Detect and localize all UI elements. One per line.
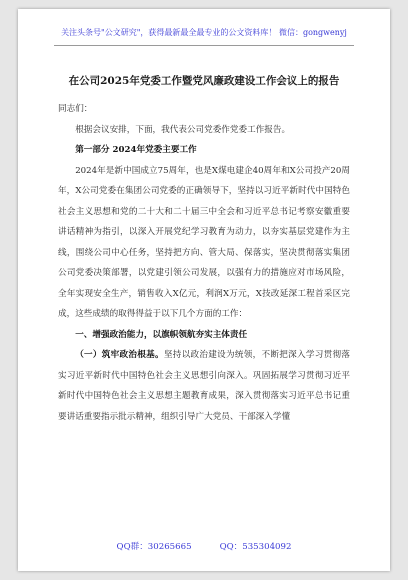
document-page — [18, 9, 390, 571]
document-title: 在公司2025年党委工作暨党风廉政建设工作会议上的报告 — [68, 75, 340, 87]
body-paragraph: 2024年是新中国成立75周年，也是X煤电建企40周年和X公司投产20周年，X公司党委在集团公司党委的正确领导下，坚持以习近平新时代中国特色社会主义思想和党的二十大和二十届三中全会和习近平总书记考察安徽重要讲话精神为指引，以深入开展党纪学习教育为动力，以夯实基层党建作为主线，围绕公司中心任务，坚持把方向、管大局、保落实，坚决贯彻落实集团公司党委决策部署，以党建引领公司发展，以强有力的措施应对市场风险，全年实现安全生产，销售收入X亿元，利润X万元，X技改延深工程首采区完成，这些成绩的取得得益于以下几个方面的工作： — [58, 165, 350, 319]
section1-heading: 一、增强政治能力，以旗帜领航夯实主体责任 — [75, 329, 248, 340]
header-banner: 关注头条号"公文研究"，获得最新最全最专业的公文资料库！ 微信：gongwenyj — [61, 28, 347, 37]
part1-heading: 第一部分 2024年党委主要工作 — [75, 145, 197, 155]
subsection1-label: （一）筑牢政治根基。 — [75, 350, 164, 360]
intro-paragraph: 根据会议安排，下面，我代表公司党委作党委工作报告。 — [75, 124, 291, 135]
footer-qq-group: QQ群：30265665 — [116, 542, 192, 552]
subsection1-paragraph — [58, 345, 350, 427]
document-body — [58, 99, 350, 427]
subsection1-text: 坚持以政治建设为统领，不断把深入学习贯彻落实习近平新时代中国特色社会主义思想引向深入。巩固拓展学习贯彻习近平新时代中国特色社会主义思想主题教育成果，深入贯彻落实习近平总书记重要讲话重要指示批示精神，组织引导广大党员、干部深入学懂 — [58, 350, 350, 422]
salutation: 同志们： — [58, 104, 93, 114]
footer-contact — [18, 540, 390, 552]
header-divider — [54, 45, 354, 46]
footer-qq: QQ：535304092 — [219, 542, 292, 552]
